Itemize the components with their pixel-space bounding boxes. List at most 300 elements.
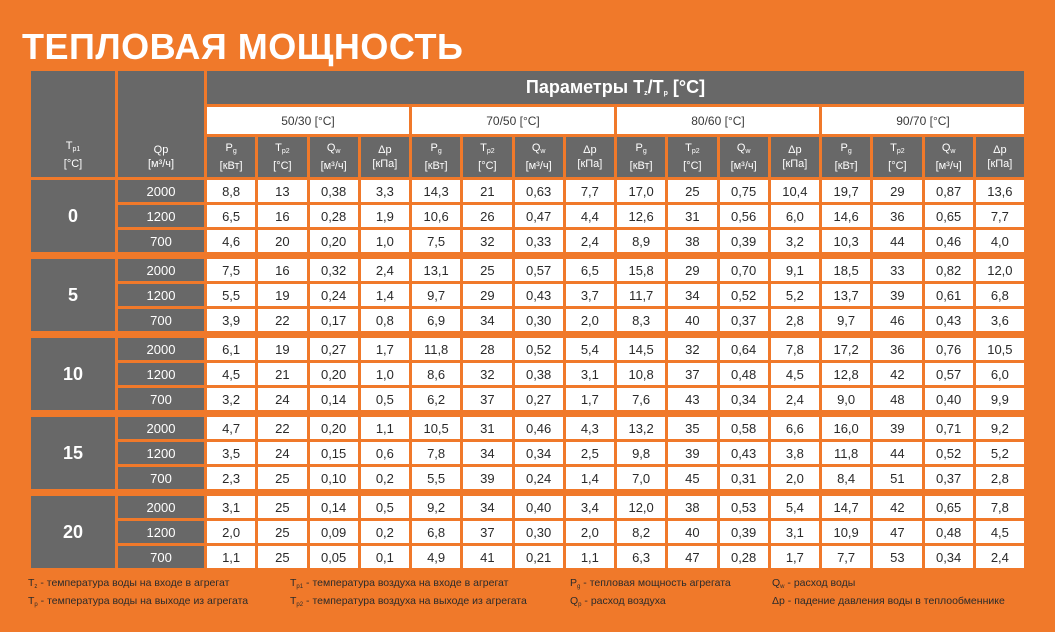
- col-header-symbol: T: [890, 142, 897, 154]
- value-cell: 42: [873, 363, 921, 385]
- value-cell: 6,5: [566, 259, 614, 281]
- legend-item: [772, 576, 1005, 594]
- value-cell: 46: [873, 309, 921, 331]
- value-cell: 0,46: [515, 417, 563, 439]
- value-cell: 0,34: [515, 442, 563, 464]
- value-cell: 38: [668, 496, 716, 518]
- legend-symbol: Q: [772, 577, 781, 589]
- value-cell: 47: [668, 546, 716, 568]
- col-header-symbol: T: [685, 142, 692, 154]
- value-cell: 48: [873, 388, 921, 410]
- value-cell: 17,2: [822, 338, 870, 360]
- value-cell: 9,2: [412, 496, 460, 518]
- value-cell: 1,1: [566, 546, 614, 568]
- qp-value-cell: 700: [118, 388, 204, 410]
- value-cell: 0,47: [515, 205, 563, 227]
- value-cell: 0,24: [310, 284, 358, 306]
- col-header-symbol: Q: [941, 142, 951, 154]
- value-cell: 6,0: [771, 205, 819, 227]
- value-cell: 0,5: [361, 496, 409, 518]
- value-cell: 5,4: [771, 496, 819, 518]
- value-cell: 0,40: [925, 388, 973, 410]
- table-row: [31, 363, 1024, 385]
- value-cell: 9,7: [822, 309, 870, 331]
- value-cell: 19: [258, 284, 306, 306]
- value-cell: 6,3: [617, 546, 665, 568]
- value-cell: 0,56: [720, 205, 768, 227]
- col-header-subscript: g: [847, 148, 852, 155]
- col-header-subscript: w: [745, 148, 751, 155]
- value-cell: 0,52: [925, 442, 973, 464]
- legend-subscript: p1: [296, 584, 304, 590]
- value-cell: 5,5: [207, 284, 255, 306]
- legend-subscript: g: [577, 584, 581, 590]
- setting-header-3: 90/70 [°C]: [822, 107, 1024, 134]
- value-cell: 7,5: [412, 230, 460, 252]
- value-cell: 2,4: [566, 230, 614, 252]
- qp-header-symbol: Qp: [153, 144, 169, 156]
- value-cell: 40: [668, 521, 716, 543]
- value-cell: 18,5: [822, 259, 870, 281]
- value-cell: 9,9: [976, 388, 1024, 410]
- value-cell: 0,15: [310, 442, 358, 464]
- value-cell: 0,48: [720, 363, 768, 385]
- value-cell: 0,65: [925, 205, 973, 227]
- qp-value-cell: 1200: [118, 521, 204, 543]
- value-cell: 0,17: [310, 309, 358, 331]
- col-header-unit: [°C]: [683, 160, 702, 172]
- value-cell: 11,7: [617, 284, 665, 306]
- value-cell: 0,57: [515, 259, 563, 281]
- value-cell: 37: [463, 521, 511, 543]
- value-cell: 13,7: [822, 284, 870, 306]
- col-header: [361, 137, 409, 177]
- value-cell: 26: [463, 205, 511, 227]
- value-cell: 7,7: [822, 546, 870, 568]
- value-cell: 0,28: [720, 546, 768, 568]
- group-spacer: [31, 492, 1024, 493]
- col-header: [566, 137, 614, 177]
- group-spacer: [31, 413, 1024, 414]
- value-cell: 0,24: [515, 467, 563, 489]
- col-header-unit: [°C]: [273, 160, 292, 172]
- value-cell: 8,3: [617, 309, 665, 331]
- value-cell: 0,38: [310, 180, 358, 202]
- col-header-symbol: Δp: [993, 144, 1007, 156]
- value-cell: 13: [258, 180, 306, 202]
- tp-value-cell: 5: [31, 259, 115, 331]
- legend-item: [570, 576, 731, 594]
- qp-value-cell: 2000: [118, 417, 204, 439]
- value-cell: 34: [668, 284, 716, 306]
- value-cell: 1,0: [361, 363, 409, 385]
- qp-value-cell: 2000: [118, 496, 204, 518]
- value-cell: 11,8: [822, 442, 870, 464]
- legend-item: [290, 576, 527, 594]
- qp-value-cell: 2000: [118, 259, 204, 281]
- value-cell: 10,8: [617, 363, 665, 385]
- value-cell: 0,20: [310, 363, 358, 385]
- value-cell: 10,6: [412, 205, 460, 227]
- value-cell: 0,63: [515, 180, 563, 202]
- value-cell: 34: [463, 309, 511, 331]
- value-cell: 0,09: [310, 521, 358, 543]
- group-spacer: [31, 255, 1024, 256]
- col-header-subscript: g: [437, 148, 442, 155]
- params-header: [207, 71, 1024, 104]
- value-cell: 0,10: [310, 467, 358, 489]
- value-cell: 24: [258, 388, 306, 410]
- table-row: [31, 259, 1024, 281]
- value-cell: 0,2: [361, 521, 409, 543]
- value-cell: 10,9: [822, 521, 870, 543]
- value-cell: 10,5: [976, 338, 1024, 360]
- value-cell: 1,4: [361, 284, 409, 306]
- tp-header-unit: [°C]: [63, 158, 83, 170]
- value-cell: 42: [873, 496, 921, 518]
- legend-item: [570, 594, 731, 612]
- value-cell: 0,27: [310, 338, 358, 360]
- value-cell: 41: [463, 546, 511, 568]
- value-cell: 14,6: [822, 205, 870, 227]
- value-cell: 0,20: [310, 417, 358, 439]
- col-header-subscript: w: [950, 148, 956, 155]
- value-cell: 0,30: [515, 309, 563, 331]
- value-cell: 0,48: [925, 521, 973, 543]
- params-suffix: [°C]: [667, 77, 706, 97]
- value-cell: 21: [258, 363, 306, 385]
- value-cell: 16,0: [822, 417, 870, 439]
- value-cell: 22: [258, 417, 306, 439]
- params-mid: /T: [647, 77, 664, 97]
- qp-value-cell: 1200: [118, 442, 204, 464]
- value-cell: 31: [668, 205, 716, 227]
- value-cell: 3,7: [566, 284, 614, 306]
- col-header-symbol: Δp: [788, 144, 802, 156]
- legend-symbol: T: [28, 577, 35, 589]
- value-cell: 7,8: [412, 442, 460, 464]
- value-cell: 7,5: [207, 259, 255, 281]
- qp-value-cell: 2000: [118, 338, 204, 360]
- value-cell: 0,82: [925, 259, 973, 281]
- value-cell: 14,5: [617, 338, 665, 360]
- value-cell: 7,8: [976, 496, 1024, 518]
- value-cell: 0,71: [925, 417, 973, 439]
- legend-text: - падение давления воды в теплообменнике: [784, 595, 1005, 607]
- col-header-unit: [м³/ч]: [935, 160, 962, 172]
- page-title: ТЕПЛОВАЯ МОЩНОСТЬ: [22, 26, 464, 67]
- value-cell: 7,8: [771, 338, 819, 360]
- table-row: [31, 521, 1024, 543]
- params-prefix: Параметры T: [525, 77, 645, 97]
- table-row: [31, 417, 1024, 439]
- col-header: [668, 137, 716, 177]
- col-header: [976, 137, 1024, 177]
- value-cell: 12,8: [822, 363, 870, 385]
- value-cell: 0,64: [720, 338, 768, 360]
- legend-item: [772, 594, 1005, 608]
- value-cell: 0,43: [925, 309, 973, 331]
- params-sub-z: z: [644, 90, 648, 97]
- col-header: [822, 137, 870, 177]
- value-cell: 1,4: [566, 467, 614, 489]
- value-cell: 8,9: [617, 230, 665, 252]
- col-header-unit: [кПа]: [577, 158, 603, 170]
- corner-qp-header: [118, 71, 204, 177]
- col-header-symbol: P: [840, 142, 848, 154]
- value-cell: 0,46: [925, 230, 973, 252]
- value-cell: 0,37: [925, 467, 973, 489]
- col-header-subscript: p2: [691, 148, 700, 155]
- col-header-unit: [м³/ч]: [525, 160, 552, 172]
- col-header: [515, 137, 563, 177]
- tp-header-symbol: T: [65, 140, 73, 152]
- value-cell: 34: [463, 442, 511, 464]
- value-cell: 6,1: [207, 338, 255, 360]
- tp-value-cell: 10: [31, 338, 115, 410]
- value-cell: 1,7: [771, 546, 819, 568]
- value-cell: 53: [873, 546, 921, 568]
- value-cell: 19,7: [822, 180, 870, 202]
- tp-header-subscript: p1: [72, 146, 81, 153]
- col-header-symbol: T: [480, 142, 487, 154]
- legend-symbol: T: [28, 595, 35, 607]
- value-cell: 22: [258, 309, 306, 331]
- value-cell: 19: [258, 338, 306, 360]
- legend-subscript: p: [34, 602, 38, 608]
- value-cell: 25: [258, 521, 306, 543]
- value-cell: 51: [873, 467, 921, 489]
- value-cell: 15,8: [617, 259, 665, 281]
- value-cell: 3,2: [207, 388, 255, 410]
- tp-value-cell: 0: [31, 180, 115, 252]
- legend-subscript: z: [34, 584, 38, 590]
- value-cell: 25: [463, 259, 511, 281]
- qp-value-cell: 1200: [118, 205, 204, 227]
- legend-column: [570, 576, 731, 612]
- value-cell: 25: [258, 467, 306, 489]
- table-row: [31, 284, 1024, 306]
- value-cell: 45: [668, 467, 716, 489]
- value-cell: 0,34: [925, 546, 973, 568]
- setting-header-2: 80/60 [°C]: [617, 107, 819, 134]
- col-header-unit: [кВт]: [219, 160, 243, 172]
- value-cell: 32: [668, 338, 716, 360]
- table-row: [31, 546, 1024, 568]
- value-cell: 36: [873, 338, 921, 360]
- value-cell: 10,3: [822, 230, 870, 252]
- value-cell: 0,43: [515, 284, 563, 306]
- value-cell: 3,8: [771, 442, 819, 464]
- value-cell: 2,0: [566, 309, 614, 331]
- value-cell: 38: [668, 230, 716, 252]
- value-cell: 0,21: [515, 546, 563, 568]
- value-cell: 44: [873, 442, 921, 464]
- value-cell: 0,2: [361, 467, 409, 489]
- value-cell: 1,0: [361, 230, 409, 252]
- col-header: [771, 137, 819, 177]
- setting-header-1: 70/50 [°C]: [412, 107, 614, 134]
- value-cell: 4,5: [771, 363, 819, 385]
- value-cell: 1,9: [361, 205, 409, 227]
- tp-value-cell: 15: [31, 417, 115, 489]
- legend-text: - расход воздуха: [581, 595, 666, 607]
- group-spacer-cell: [31, 255, 1024, 256]
- value-cell: 0,33: [515, 230, 563, 252]
- qp-value-cell: 700: [118, 309, 204, 331]
- qp-value-cell: 2000: [118, 180, 204, 202]
- value-cell: 35: [668, 417, 716, 439]
- value-cell: 9,8: [617, 442, 665, 464]
- value-cell: 0,52: [515, 338, 563, 360]
- value-cell: 3,4: [566, 496, 614, 518]
- legend-item: [28, 576, 248, 594]
- value-cell: 2,0: [771, 467, 819, 489]
- value-cell: 7,7: [976, 205, 1024, 227]
- value-cell: 4,5: [976, 521, 1024, 543]
- qp-value-cell: 700: [118, 546, 204, 568]
- value-cell: 5,2: [976, 442, 1024, 464]
- value-cell: 31: [463, 417, 511, 439]
- value-cell: 7,6: [617, 388, 665, 410]
- value-cell: 2,0: [207, 521, 255, 543]
- value-cell: 1,7: [361, 338, 409, 360]
- qp-value-cell: 1200: [118, 284, 204, 306]
- legend-subscript: p2: [296, 602, 304, 608]
- legend-symbol: P: [570, 577, 578, 589]
- value-cell: 44: [873, 230, 921, 252]
- value-cell: 2,4: [361, 259, 409, 281]
- value-cell: 43: [668, 388, 716, 410]
- value-cell: 24: [258, 442, 306, 464]
- legend-item: [290, 594, 527, 612]
- value-cell: 0,14: [310, 496, 358, 518]
- value-cell: 8,6: [412, 363, 460, 385]
- value-cell: 14,3: [412, 180, 460, 202]
- col-header-symbol: Δp: [583, 144, 597, 156]
- legend-subscript: w: [780, 584, 785, 590]
- value-cell: 25: [258, 496, 306, 518]
- col-header-subscript: g: [232, 148, 237, 155]
- value-cell: 12,6: [617, 205, 665, 227]
- value-cell: 0,76: [925, 338, 973, 360]
- value-cell: 3,1: [771, 521, 819, 543]
- value-cell: 2,8: [976, 467, 1024, 489]
- value-cell: 0,28: [310, 205, 358, 227]
- legend-symbol: Δp: [772, 595, 785, 607]
- col-header: [310, 137, 358, 177]
- value-cell: 4,4: [566, 205, 614, 227]
- value-cell: 2,8: [771, 309, 819, 331]
- value-cell: 33: [873, 259, 921, 281]
- value-cell: 0,52: [720, 284, 768, 306]
- table-row: [31, 309, 1024, 331]
- value-cell: 40: [668, 309, 716, 331]
- col-header-unit: [кВт]: [424, 160, 448, 172]
- value-cell: 1,1: [207, 546, 255, 568]
- table-row: [31, 230, 1024, 252]
- value-cell: 16: [258, 259, 306, 281]
- value-cell: 9,0: [822, 388, 870, 410]
- value-cell: 8,2: [617, 521, 665, 543]
- value-cell: 2,0: [566, 521, 614, 543]
- col-header: [207, 137, 255, 177]
- value-cell: 6,2: [412, 388, 460, 410]
- value-cell: 3,9: [207, 309, 255, 331]
- table-row: [31, 467, 1024, 489]
- value-cell: 29: [873, 180, 921, 202]
- value-cell: 0,31: [720, 467, 768, 489]
- value-cell: 13,6: [976, 180, 1024, 202]
- col-header-unit: [кПа]: [782, 158, 808, 170]
- value-cell: 0,8: [361, 309, 409, 331]
- value-cell: 0,53: [720, 496, 768, 518]
- legend-column: [28, 576, 248, 612]
- table-row: [31, 180, 1024, 202]
- value-cell: 0,75: [720, 180, 768, 202]
- value-cell: 0,6: [361, 442, 409, 464]
- value-cell: 25: [668, 180, 716, 202]
- legend-subscript: p: [578, 602, 582, 608]
- col-header-symbol: P: [225, 142, 233, 154]
- col-header: [412, 137, 460, 177]
- col-header-unit: [м³/ч]: [730, 160, 757, 172]
- value-cell: 4,5: [207, 363, 255, 385]
- legend-text: - температура воздуха на выходе из агрегата: [303, 595, 527, 607]
- value-cell: 4,7: [207, 417, 255, 439]
- value-cell: 8,8: [207, 180, 255, 202]
- value-cell: 0,87: [925, 180, 973, 202]
- value-cell: 0,40: [515, 496, 563, 518]
- value-cell: 10,5: [412, 417, 460, 439]
- value-cell: 39: [873, 417, 921, 439]
- col-header-symbol: P: [430, 142, 438, 154]
- value-cell: 32: [463, 363, 511, 385]
- value-cell: 4,6: [207, 230, 255, 252]
- value-cell: 34: [463, 496, 511, 518]
- value-cell: 4,3: [566, 417, 614, 439]
- col-header-symbol: T: [275, 142, 282, 154]
- value-cell: 0,70: [720, 259, 768, 281]
- legend-column: [772, 576, 1005, 608]
- group-spacer-cell: [31, 492, 1024, 493]
- value-cell: 0,39: [720, 230, 768, 252]
- col-header-symbol: Q: [736, 142, 746, 154]
- value-cell: 0,65: [925, 496, 973, 518]
- value-cell: 5,4: [566, 338, 614, 360]
- table-row: [31, 338, 1024, 360]
- value-cell: 13,1: [412, 259, 460, 281]
- value-cell: 12,0: [617, 496, 665, 518]
- legend-text: - температура воздуха на входе в агрегат: [303, 577, 509, 589]
- value-cell: 39: [873, 284, 921, 306]
- col-header: [720, 137, 768, 177]
- col-header-unit: [кВт]: [629, 160, 653, 172]
- value-cell: 6,8: [412, 521, 460, 543]
- group-spacer-cell: [31, 413, 1024, 414]
- col-header-unit: [кПа]: [372, 158, 398, 170]
- value-cell: 6,8: [976, 284, 1024, 306]
- value-cell: 3,5: [207, 442, 255, 464]
- corner-tp-header: [31, 71, 115, 177]
- legend-text: - тепловая мощность агрегата: [580, 577, 731, 589]
- value-cell: 29: [463, 284, 511, 306]
- value-cell: 6,9: [412, 309, 460, 331]
- value-cell: 9,1: [771, 259, 819, 281]
- legend-column: [290, 576, 527, 612]
- col-header-subscript: p2: [486, 148, 495, 155]
- col-header-subscript: g: [642, 148, 647, 155]
